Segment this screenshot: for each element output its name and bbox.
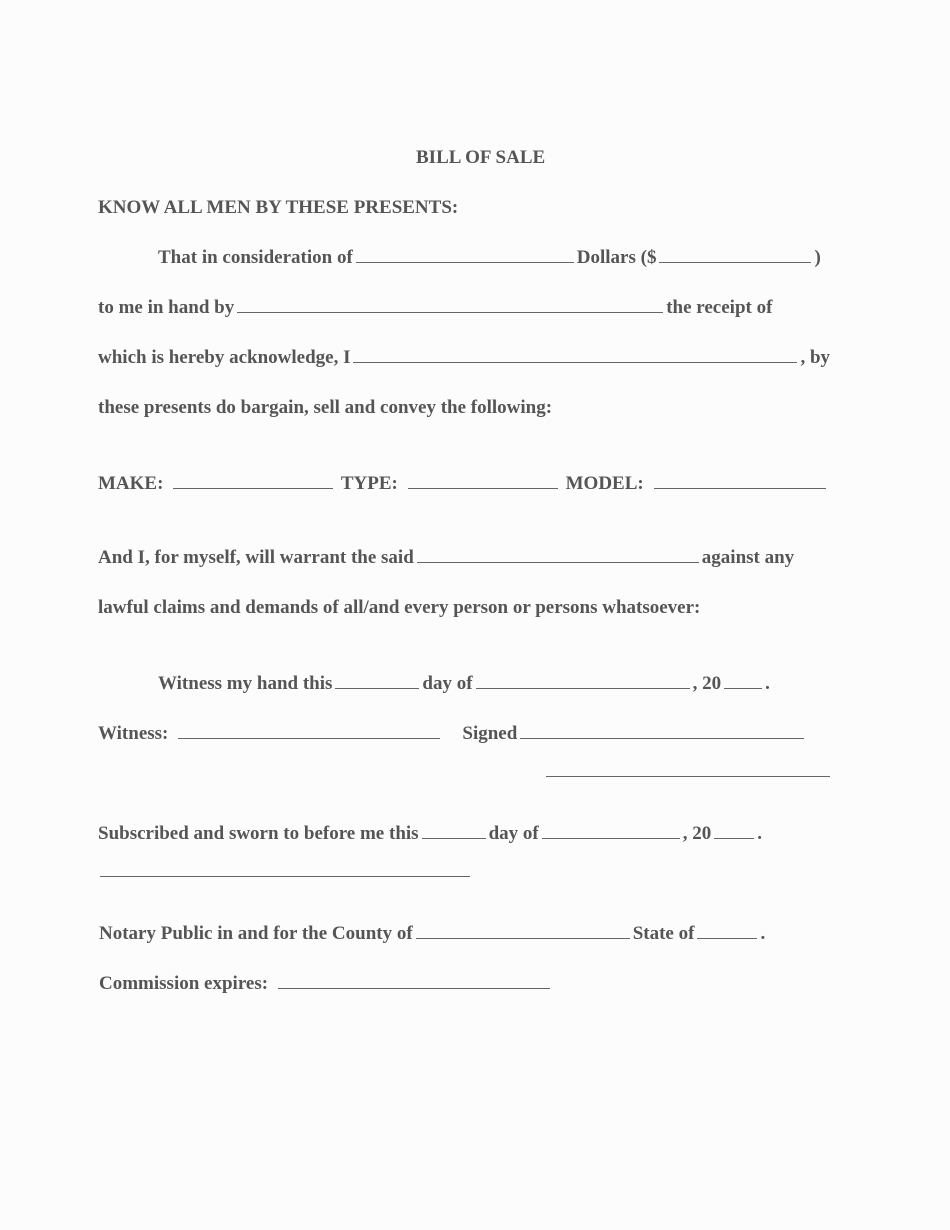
warrant-line [98,546,794,570]
convey-line: these presents do bargain, sell and convey the following: [98,397,553,418]
make-label: MAKE: [98,473,164,494]
county-field[interactable] [416,923,630,939]
acknowledge-prefix: which is hereby acknowledge, I [98,347,351,368]
witness-year-prefix: , 20 [692,673,722,694]
witness-year-field[interactable] [724,673,762,689]
witness-day-of: day of [422,673,473,694]
close-paren: ) [814,247,821,268]
salutation: KNOW ALL MEN BY THESE PRESENTS: [98,197,459,218]
notary-signature-field[interactable] [100,876,470,877]
consideration-prefix: That in consideration of [158,247,353,268]
sworn-year-field[interactable] [714,823,754,839]
claims-line: lawful claims and demands of all/and every person or persons whatsoever: [98,597,701,618]
model-field[interactable] [654,473,826,489]
dollars-label: Dollars ($ [576,247,657,268]
notary-prefix: Notary Public in and for the County of [99,923,413,944]
acknowledge-line [98,346,830,370]
hand-line [98,296,772,320]
vehicle-line [98,472,829,496]
signature-line [98,722,807,746]
seller-signature-field[interactable] [520,723,804,739]
warrant-prefix: And I, for myself, will warrant the said [98,547,414,568]
hand-suffix: the receipt of [666,297,773,318]
document-title: BILL OF SALE [416,147,546,168]
consideration-amount-number-field[interactable] [659,247,811,263]
consideration-line [158,246,821,270]
commission-label: Commission expires: [99,973,269,994]
witness-date-line [158,672,770,696]
witness-day-field[interactable] [335,673,419,689]
sworn-end: . [757,823,762,844]
sworn-day-of: day of [488,823,539,844]
witness-label: Witness: [98,723,169,744]
acknowledge-suffix: , by [800,347,831,368]
seller-name-field[interactable] [353,347,797,363]
sworn-month-field[interactable] [542,823,680,839]
state-field[interactable] [697,923,757,939]
state-label: State of [632,923,695,944]
sworn-line [98,822,762,846]
make-field[interactable] [173,473,333,489]
sworn-year-prefix: , 20 [682,823,712,844]
witness-signature-field[interactable] [178,723,440,739]
warranted-item-field[interactable] [417,547,699,563]
witness-date-prefix: Witness my hand this [158,673,333,694]
type-label: TYPE: [340,473,398,494]
witness-month-field[interactable] [476,673,690,689]
sworn-day-field[interactable] [422,823,486,839]
notary-line [99,922,765,946]
warrant-suffix: against any [701,547,795,568]
witness-date-end: . [765,673,770,694]
commission-expiry-field[interactable] [278,973,550,989]
commission-line [99,972,553,996]
notary-end: . [760,923,766,944]
payer-name-field[interactable] [237,297,663,313]
hand-prefix: to me in hand by [98,297,235,318]
type-field[interactable] [408,473,558,489]
consideration-amount-words-field[interactable] [356,247,574,263]
sworn-prefix: Subscribed and sworn to before me this [98,823,419,844]
signed-label: Signed [462,723,518,744]
model-label: MODEL: [565,473,644,494]
second-signature-field[interactable] [546,776,830,777]
